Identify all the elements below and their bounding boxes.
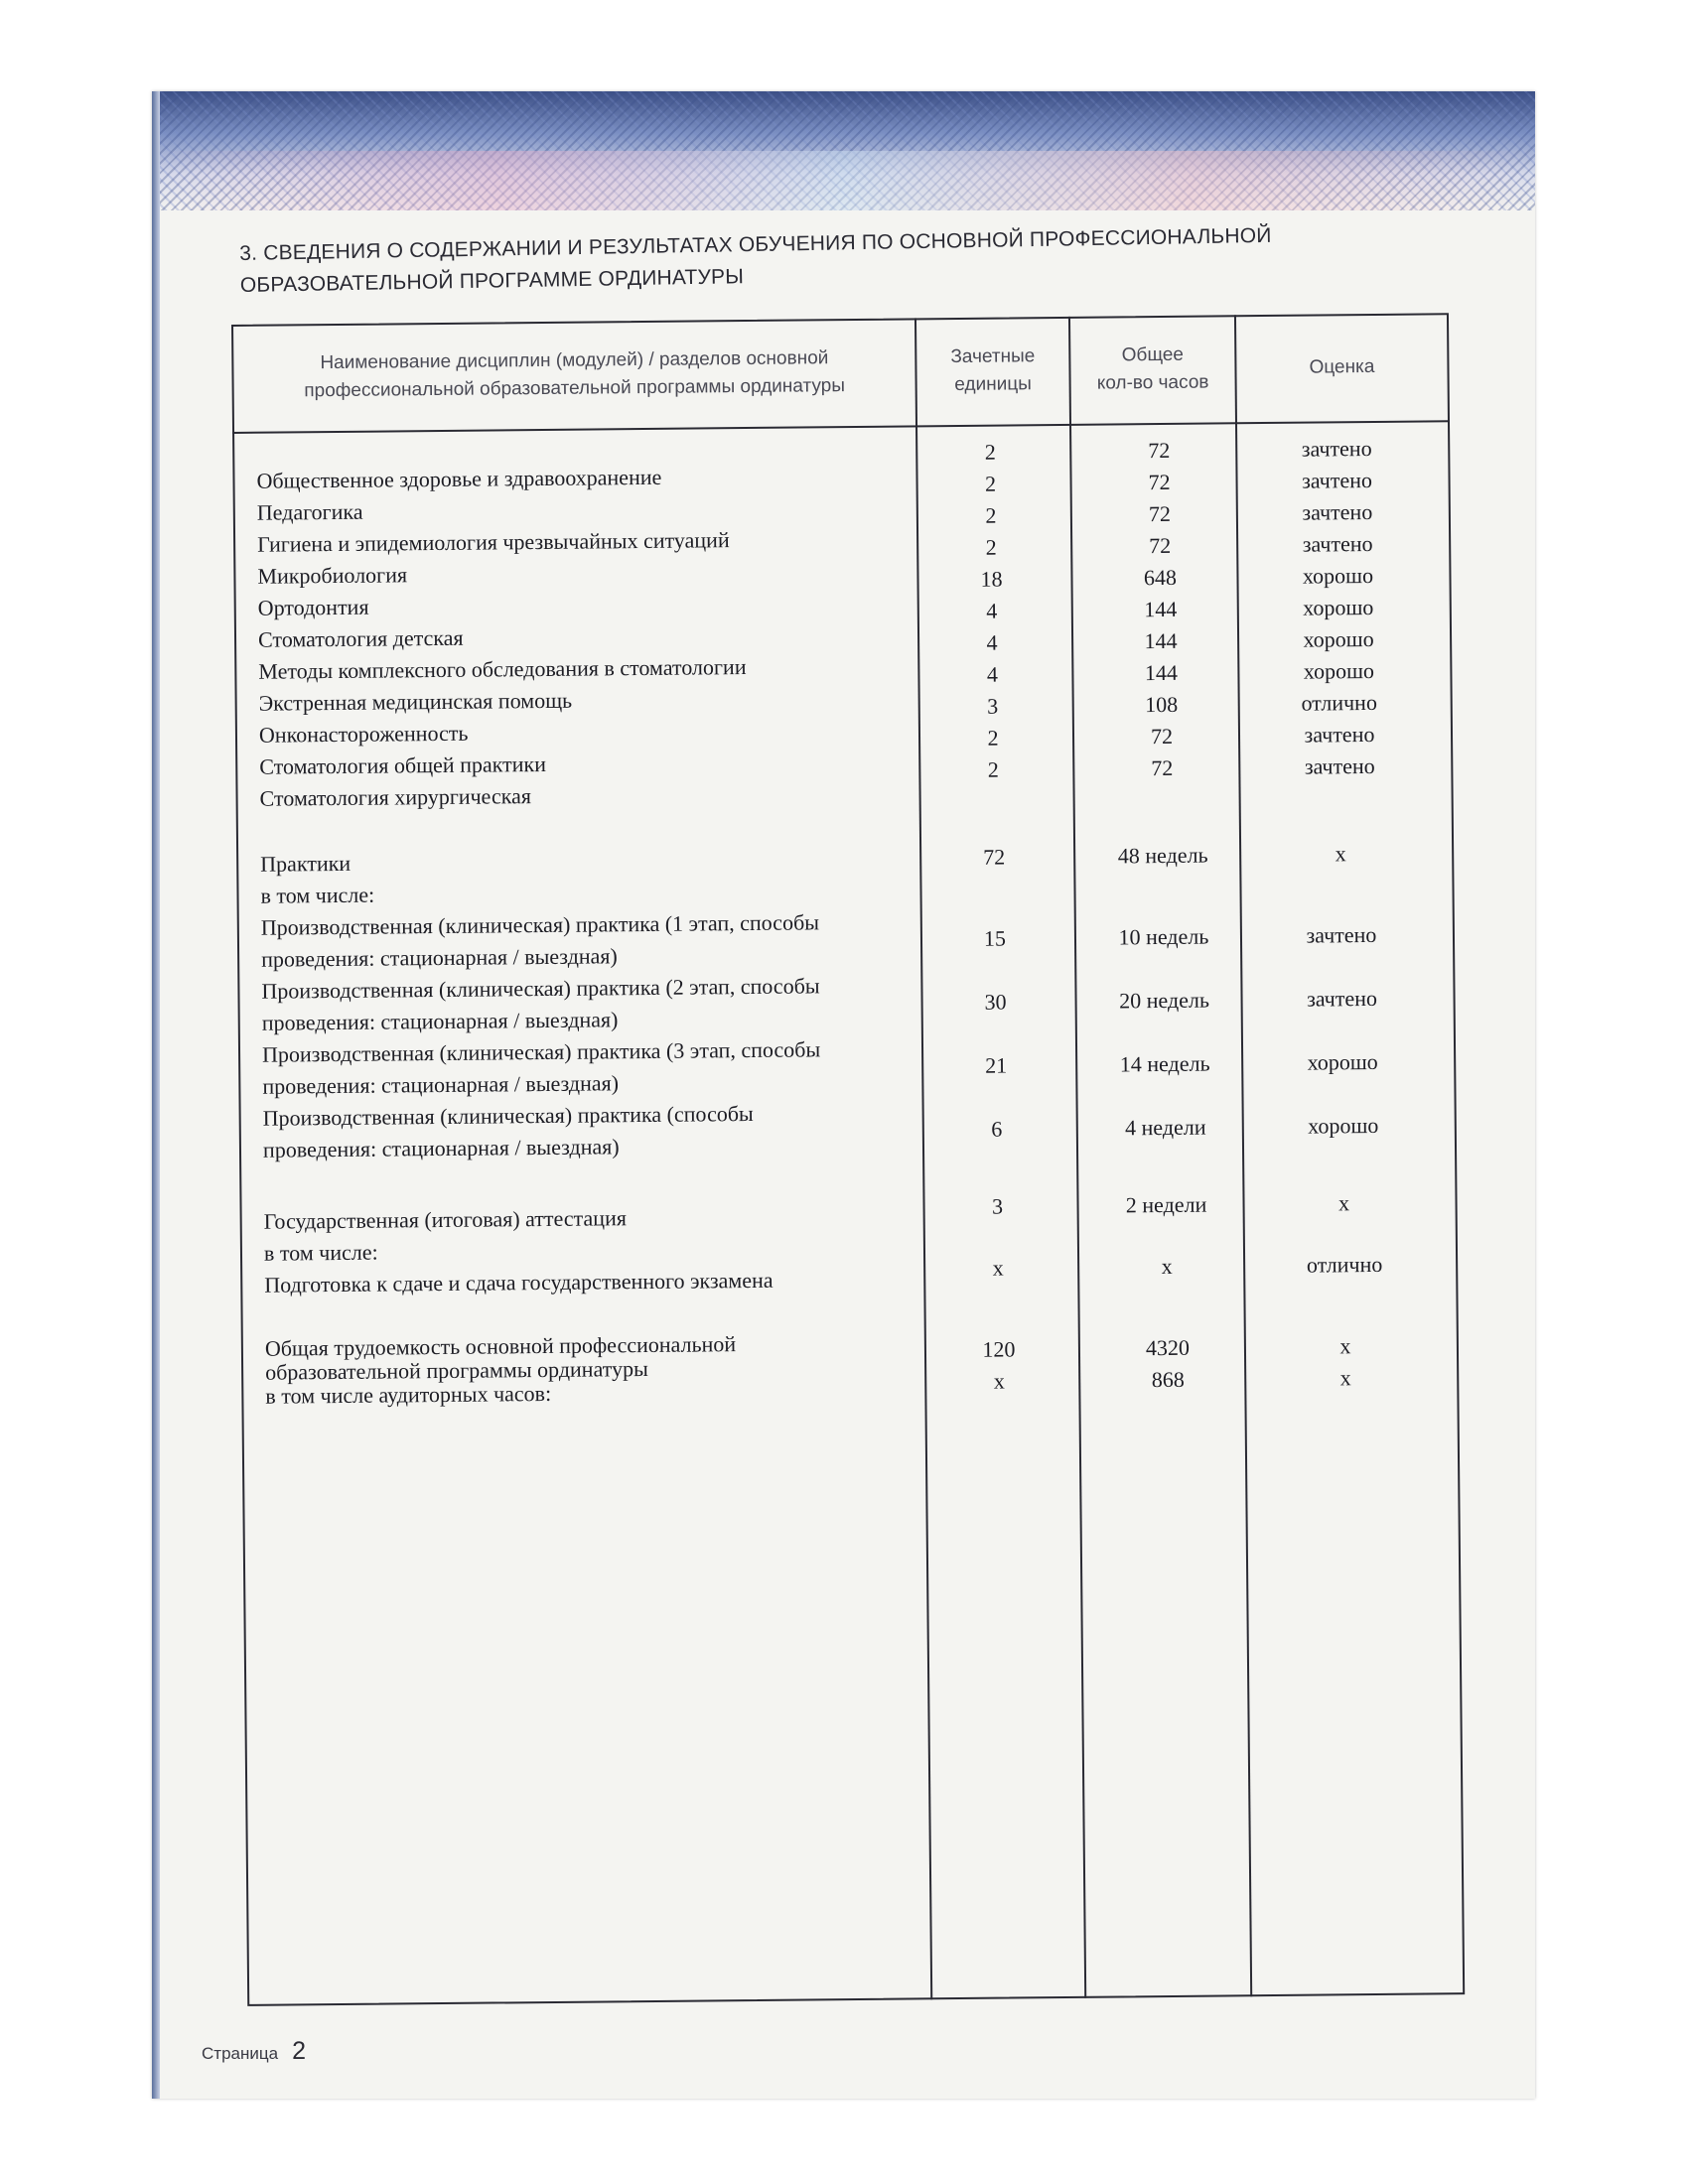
section-title	[239, 215, 1521, 302]
auditory-row-values: х 868 х	[993, 1365, 1351, 1394]
practice-row-values: 30 20 недель зачтено	[984, 985, 1378, 1015]
table-row: Ортодонтия	[257, 594, 369, 620]
sheet-edge	[152, 91, 160, 2099]
attestation-row: Государственная (итоговая) аттестация	[263, 1205, 628, 1234]
document-sheet	[152, 91, 1535, 2099]
table-row: 2 72 зачтено	[985, 530, 1373, 560]
header-hours: Общее кол-во часов	[1096, 343, 1209, 394]
header-grade: Оценка	[1309, 355, 1375, 378]
total-row-values: 120 4320 х	[982, 1333, 1351, 1362]
practice-row-values: 15 10 недель зачтено	[983, 921, 1377, 951]
header-discipline-name: Наименование дисциплин (модулей) / разделов основной профессиональной образовательной программы ординатуры	[304, 347, 846, 402]
table-row: 18 648 хорошо	[980, 562, 1374, 592]
auditory-row: в том числе аудиторных часов:	[265, 1380, 552, 1409]
table-row: Экстренная медицинская помощь	[258, 687, 573, 716]
practice-row: Производственная (клиническая) практика (2 этап, способы	[261, 973, 820, 1004]
exam-row: Подготовка к сдаче и сдача государственного экзамена	[264, 1267, 774, 1297]
total-row: Общая трудоемкость основной профессиональной	[264, 1331, 737, 1361]
practices-row: Практики 72 48 недель х	[260, 841, 1346, 877]
practice-row: Производственная (клиническая) практика (способы	[262, 1100, 754, 1131]
practice-row: проведения: стационарная / выездная)	[261, 1007, 619, 1035]
table-row: Общественное здоровье и здравоохранение	[256, 464, 662, 493]
table-row: 4 144 хорошо	[986, 594, 1374, 623]
table-row: Гигиена и эпидемиология чрезвычайных ситуаций	[257, 527, 730, 557]
table-row: 2 72 зачтено	[987, 752, 1375, 782]
practice-row: проведения: стационарная / выездная)	[262, 1070, 620, 1099]
practice-row-values: 6 4 недели хорошо	[991, 1112, 1379, 1142]
page-label: Страница	[202, 2044, 279, 2063]
table-row: 3 108 отлично	[987, 689, 1378, 719]
table-row: 4 144 хорошо	[986, 625, 1374, 655]
practice-row: Производственная (клиническая) практика (1 этап, способы	[260, 909, 820, 940]
practice-row: проведения: стационарная / выездная)	[261, 943, 618, 972]
practice-row-values: 21 14 недель хорошо	[985, 1048, 1378, 1078]
table-row: Стоматология хирургическая	[259, 783, 532, 811]
attestation-subtitle: в том числе:	[263, 1239, 378, 1266]
table-row: Методы комплексного обследования в стоматологии	[258, 654, 747, 684]
table-row: 4 144 хорошо	[986, 657, 1375, 687]
section-title-line-1: 3. СВЕДЕНИЯ О СОДЕРЖАНИИ И РЕЗУЛЬТАТАХ ОБУЧЕНИЯ ПО ОСНОВНОЙ ПРОФЕССИОНАЛЬНОЙ	[239, 223, 1272, 265]
security-pattern	[152, 91, 1535, 210]
table-row: Микробиология	[257, 562, 408, 589]
table-row: 2 72 зачтено	[987, 721, 1375, 751]
page-footer	[202, 2037, 306, 2066]
page-number: 2	[292, 2037, 306, 2065]
practice-row: Производственная (клиническая) практика (3 этап, способы	[261, 1036, 821, 1067]
table-row: 2 72 зачтено	[984, 467, 1373, 496]
section-title-line-2: ОБРАЗОВАТЕЛЬНОЙ ПРОГРАММЕ ОРДИНАТУРЫ	[239, 265, 745, 297]
table-row: 2 72 зачтено	[984, 435, 1372, 465]
results-table	[231, 313, 1465, 2006]
table-row: Онконастороженность	[258, 720, 469, 748]
practice-row: проведения: стационарная / выездная)	[262, 1134, 620, 1162]
total-row: образовательной программы ординатуры	[265, 1356, 648, 1385]
table-row: Педагогика	[256, 498, 363, 525]
header-credits: Зачетные единицы	[950, 345, 1036, 396]
table-row: Стоматология детская	[257, 624, 464, 652]
table-row: 2 72 зачтено	[985, 498, 1373, 528]
attestation-row-values: 3 2 недели х	[991, 1190, 1350, 1219]
exam-row-values: х х отлично	[992, 1251, 1383, 1281]
table-row: Стоматология общей практики	[259, 751, 547, 779]
practices-subtitle: в том числе:	[260, 882, 375, 908]
